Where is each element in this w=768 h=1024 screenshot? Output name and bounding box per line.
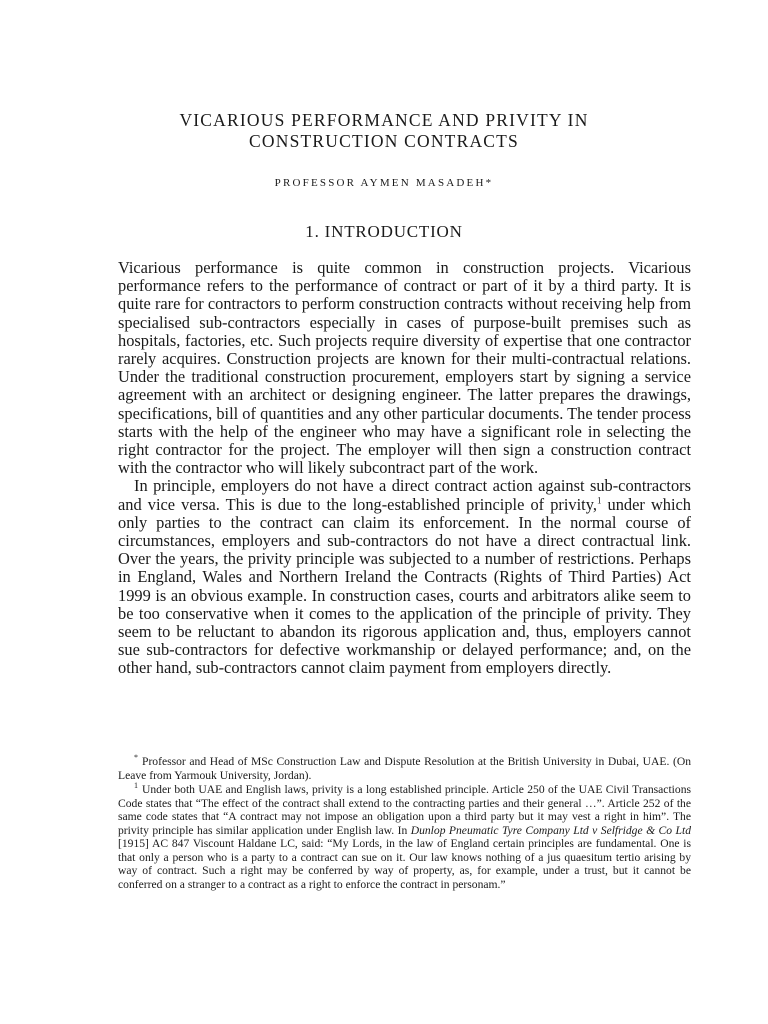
footnote-star-mark: * <box>134 753 138 763</box>
paragraph-2-part-a: In principle, employers do not have a direct contract action against sub-contractors and vice versa. This is due to the long-established principle of privity, <box>118 476 691 514</box>
paragraph-2-part-b: under which only parties to the contract can claim its enforcement. In the normal course of circumstances, employers and sub-contractors do not have a direct contractual link. Over the years, the privity principle was subjected to a number of restrictions. Perhaps in England, Wales and Northern Ireland the Contracts (Rights of Third Parties) Act 1999 is an obvious example. In construction cases, courts and arbitrators alike seem to be too conservative when it comes to the application of the principle of privity. They seem to be reluctant to abandon its rigorous application and, thus, employers cannot sue sub-contractors for defective workmanship or delayed performance; and, on the other hand, sub-contractors cannot claim payment from employers directly. <box>118 494 691 678</box>
footnote-1 <box>118 783 691 891</box>
footnote-1-case-name: Dunlop Pneumatic Tyre Company Ltd v Selfridge & Co Ltd <box>410 823 691 837</box>
footnote-1-text-b: [1915] AC 847 Viscount Haldane LC, said: “My Lords, in the law of England certain principles are fundamental. One is that only a person who is a party to a contract can sue on it. Our law knows nothing of a jus quaesitum tertio arising by way of contract. Such a right may be conferred by way of property, as, for example, under a trust, but it cannot be conferred on a stranger to a contract as a right to enforce the contract in personam.” <box>118 837 691 891</box>
footnotes <box>118 755 691 891</box>
article-title <box>0 110 768 152</box>
footnote-star <box>118 755 691 782</box>
author-name: PROFESSOR AYMEN MASADEH* <box>274 177 494 189</box>
paragraph-1: Vicarious performance is quite common in construction projects. Vicarious performance refers to the performance of contract or part of it by a third party. It is quite rare for contractors to perform construction contracts without receiving help from specialised sub-contractors especially in cases of purpose-built premises such as hospitals, factories, etc. Such projects require diversity of expertise that one contractor rarely acquires. Construction projects are known for their multi-contractual relations. Under the traditional construction procurement, employers start by signing a service agreement with an architect or designing engineer. The latter prepares the drawings, specifications, bill of quantities and any other particular documents. The tender process starts with the help of the engineer who may have a significant role in selecting the right contractor for the project. The employer will then sign a construction contract with the contractor who will likely subcontract part of the work. <box>118 258 691 478</box>
title-line-2: CONSTRUCTION CONTRACTS <box>249 131 519 151</box>
section-heading: 1. INTRODUCTION <box>305 222 463 241</box>
body-text <box>118 259 691 678</box>
paragraph-2 <box>118 477 691 677</box>
footnote-1-mark: 1 <box>134 781 138 791</box>
footnote-1-text-a: Under both UAE and English laws, privity is a long established principle. Article 250 of the UAE Civil Transactions Code states that “The effect of the contract shall extend to the contracting parties and their general …”. Article 252 of the same code states that “A contract may not impose an obligation upon a third party but it may vest a right in him”. The privity principle has similar application under English law. In <box>118 783 691 837</box>
footnote-ref-1: 1 <box>596 495 602 506</box>
title-line-1: VICARIOUS PERFORMANCE AND PRIVITY IN <box>179 110 589 130</box>
footnote-star-text: Professor and Head of MSc Construction Law and Dispute Resolution at the British University in Dubai, UAE. (On Leave from Yarmouk University, Jordan). <box>118 755 691 782</box>
